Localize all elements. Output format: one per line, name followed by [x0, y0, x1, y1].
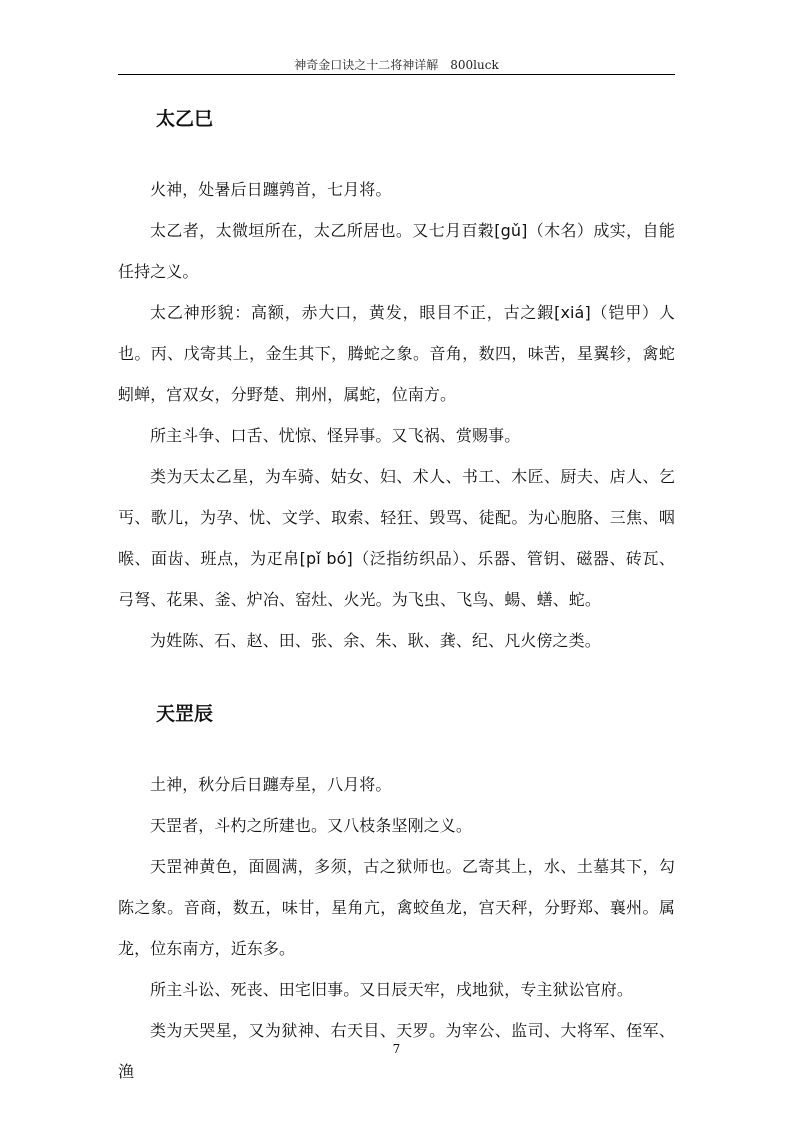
section-heading: 天罡辰 — [156, 703, 214, 725]
paragraph: 太乙者，太微垣所在，太乙所居也。又七月百穀[gǔ]（木名）成实，自能任持之义。 — [118, 221, 675, 281]
paragraph: 为姓陈、石、赵、田、张、余、朱、耿、龚、纪、凡火傍之类。 — [150, 631, 601, 650]
page-body — [118, 100, 675, 1092]
paragraph: 土神，秋分后日躔寿星，八月将。 — [150, 775, 392, 794]
header-rule — [118, 74, 675, 75]
page-number: 7 — [392, 1042, 401, 1056]
paragraph: 天罡神黄色，面圆满，多须，古之狱师也。乙寄其上，水、土墓其下，勾陈之象。音商，数五，味甘，星角亢，禽蛟鱼龙，宫天秤，分野郑、襄州。属龙，位东南方，近东多。 — [118, 857, 675, 958]
paragraph: 太乙神形貌：高额，赤大口，黄发，眼目不正，古之鍜[xiá]（铠甲）人也。丙、戊寄其上，金生其下，腾蛇之象。音角，数四，味苦，星翼轸，禽蛇蚓蝉，宫双女，分野楚、荆州，属蛇，位南方。 — [118, 303, 675, 404]
running-header: 神奇金口诀之十二将神详解 800luck — [294, 58, 499, 72]
paragraph: 类为天哭星，又为狱神、右天目、天罗。为宰公、监司、大将军、侄军、渔 — [118, 1021, 675, 1081]
paragraph: 天罡者，斗杓之所建也。又八枝条坚刚之义。 — [150, 816, 473, 835]
paragraph: 类为天太乙星，为车骑、姑女、妇、术人、书工、木匠、厨夫、店人、乞丐、歌儿，为孕、忧、文学、取索、轻狂、毁骂、徒配。为心胞胳、三焦、咽喉、面齿、班点，为疋帛[pǐ bó]（泛指纺织品）、乐器、管钥、磁器、砖瓦、弓弩、花果、釜、炉冶、窑灶、火光。为飞虫、飞鸟、蝪、蟮、蛇。 — [118, 467, 675, 609]
paragraph: 所主斗争、口舌、忧惊、怪异事。又飞祸、赏赐事。 — [150, 426, 521, 445]
paragraph: 所主斗讼、死丧、田宅旧事。又日辰天牢，戌地狱，专主狱讼官府。 — [150, 980, 634, 999]
paragraph: 火神，处暑后日躔鹑首，七月将。 — [150, 180, 392, 199]
section-heading: 太乙巳 — [156, 108, 214, 130]
